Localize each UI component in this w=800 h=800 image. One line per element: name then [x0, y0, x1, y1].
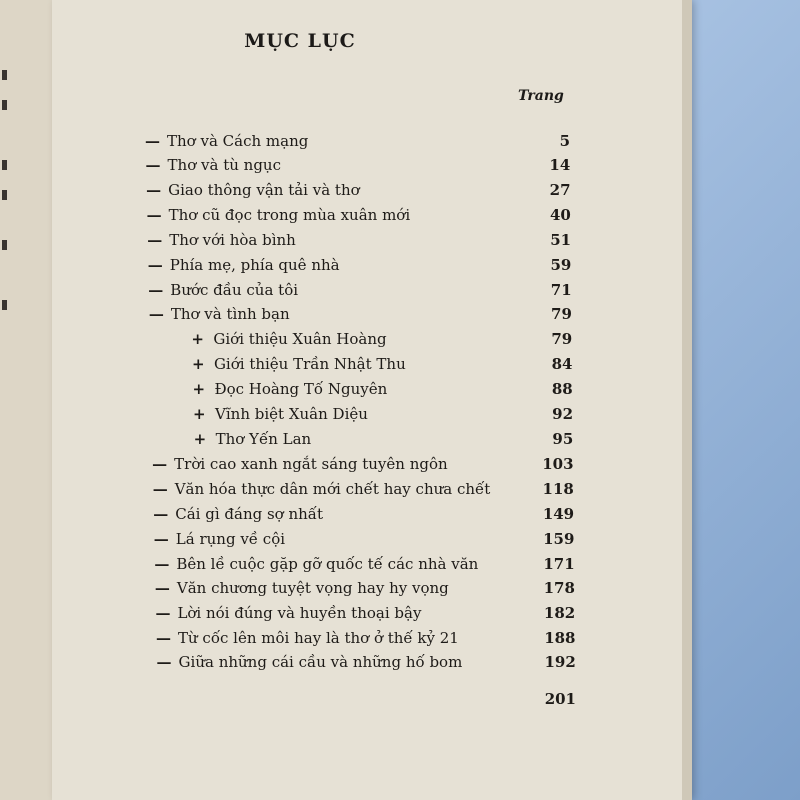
toc-entry-title: Giới thiệu Xuân Hoàng	[213, 330, 387, 348]
toc-entry-marker: —	[146, 206, 162, 224]
toc-entry	[148, 281, 298, 303]
toc-entry-page: 103	[542, 455, 574, 473]
toc-entry-page: 51	[550, 231, 572, 249]
toc-entry-page: 79	[551, 330, 573, 348]
toc-entry	[192, 355, 406, 377]
toc-entry-page: 71	[550, 281, 572, 299]
toc-entry	[193, 380, 388, 402]
toc-entry-marker: —	[156, 653, 172, 671]
toc-entry-page: 14	[549, 156, 571, 174]
toc-entry-page: 95	[552, 430, 574, 448]
toc-entry-page: 84	[551, 355, 573, 373]
toc-entry-marker: —	[152, 455, 168, 473]
final-page-number: 201	[544, 690, 576, 708]
toc-entry-marker: —	[147, 256, 163, 274]
toc-entry-marker: —	[154, 579, 170, 597]
toc-entry	[152, 455, 448, 477]
toc-entry-title: Cái gì đáng sợ nhất	[175, 505, 324, 523]
toc-entry-title: Thơ và tình bạn	[170, 305, 290, 323]
toc-entry	[191, 330, 386, 352]
toc-entry-marker: —	[153, 530, 169, 548]
toc-entry-marker: —	[148, 281, 164, 299]
toc-entry-page: 27	[549, 181, 571, 199]
toc-entry-page: 182	[543, 604, 576, 622]
toc-entry	[155, 604, 421, 626]
toc-entry-marker: +	[193, 405, 206, 423]
toc-entry-marker: +	[191, 330, 204, 348]
toc-entry-page: 5	[559, 132, 570, 150]
toc-entry	[193, 405, 368, 427]
toc-entry-marker: —	[148, 305, 164, 323]
toc-entry-title: Phía mẹ, phía quê nhà	[169, 256, 340, 274]
toc-entry-marker: +	[193, 430, 207, 448]
toc-entry-page: 88	[551, 380, 573, 398]
page-edge	[682, 0, 692, 800]
toc-entry-title: Vĩnh biệt Xuân Diệu	[215, 405, 368, 423]
toc-entry-page: 92	[552, 405, 574, 423]
toc-entry-page: 178	[543, 579, 575, 597]
toc-entry	[147, 231, 296, 253]
toc-title: MỤC LỤC	[244, 30, 356, 52]
toc-entry	[154, 555, 478, 577]
toc-entry-page: 171	[543, 555, 575, 573]
toc-entry-marker: —	[145, 156, 161, 174]
toc-entry-page: 188	[544, 629, 576, 647]
toc-entry-title: Thơ và tù ngục	[167, 156, 281, 174]
toc-entry-title: Văn chương tuyệt vọng hay hy vọng	[176, 579, 449, 597]
toc-entry	[148, 256, 340, 278]
toc-entry-title: Thơ và Cách mạng	[167, 132, 309, 150]
toc-entry-marker: +	[192, 380, 206, 398]
toc-entry	[155, 579, 449, 601]
toc-entry	[156, 629, 459, 651]
toc-entry-title: Bên lề cuộc gặp gỡ quốc tế các nhà văn	[176, 555, 479, 573]
toc-entry-page: 79	[551, 305, 572, 323]
toc-entry	[153, 505, 323, 527]
toc-entry	[149, 305, 290, 327]
toc-entry-marker: +	[191, 355, 205, 373]
toc-entry-marker: —	[152, 480, 168, 498]
toc-entry	[146, 156, 281, 178]
toc-entry-title: Lá rụng về cội	[175, 530, 286, 548]
toc-entry	[194, 430, 312, 452]
toc-entry	[146, 181, 360, 203]
toc-entry-page: 149	[542, 505, 575, 523]
toc-entry	[154, 530, 285, 552]
toc-entry-marker: —	[154, 555, 170, 573]
left-page-edge	[0, 0, 53, 800]
toc-entry-title: Thơ cũ đọc trong mùa xuân mới	[168, 206, 411, 224]
toc-entry-title: Giới thiệu Trần Nhật Thu	[213, 355, 406, 373]
toc-entry-marker: —	[155, 604, 171, 622]
toc-entry-title: Giữa những cái cầu và những hố bom	[178, 653, 463, 671]
text-fragment	[2, 160, 7, 170]
toc-entry-title: Từ cốc lên môi hay là thơ ở thế kỷ 21	[178, 629, 459, 647]
text-fragment	[2, 240, 7, 250]
toc-entry-title: Văn hóa thực dân mới chết hay chưa chết	[174, 480, 491, 498]
toc-entry-page: 40	[549, 206, 571, 224]
toc-entry-page: 118	[542, 480, 574, 498]
toc-entry-page: 159	[543, 530, 575, 548]
toc-entry-title: Thơ với hòa bình	[169, 231, 296, 249]
toc-entry	[153, 480, 491, 502]
toc-entry-title: Giao thông vận tải và thơ	[168, 181, 360, 199]
toc-entry-marker: —	[147, 231, 163, 249]
toc-entry	[145, 132, 308, 154]
toc-entry-page: 192	[544, 653, 576, 671]
text-fragment	[2, 190, 7, 200]
toc-entry-marker: —	[146, 181, 162, 199]
toc-entry-marker: —	[156, 629, 171, 647]
toc-entry-title: Thơ Yến Lan	[215, 430, 312, 448]
toc-entry-marker: —	[153, 505, 169, 523]
toc-entry	[147, 206, 411, 228]
page-column-label: Trang	[518, 88, 564, 104]
toc-entry-title: Đọc Hoàng Tố Nguyên	[214, 380, 388, 398]
toc-entry-title: Bước đầu của tôi	[170, 281, 299, 299]
toc-entry	[157, 653, 463, 675]
toc-entry-page: 59	[550, 256, 572, 274]
text-fragment	[2, 100, 7, 110]
text-fragment	[2, 70, 7, 80]
toc-entry-marker: —	[145, 132, 160, 150]
text-fragment	[2, 300, 7, 310]
toc-entry-title: Trời cao xanh ngắt sáng tuyên ngôn	[174, 455, 448, 473]
toc-entry-title: Lời nói đúng và huyền thoại bậy	[177, 604, 422, 622]
